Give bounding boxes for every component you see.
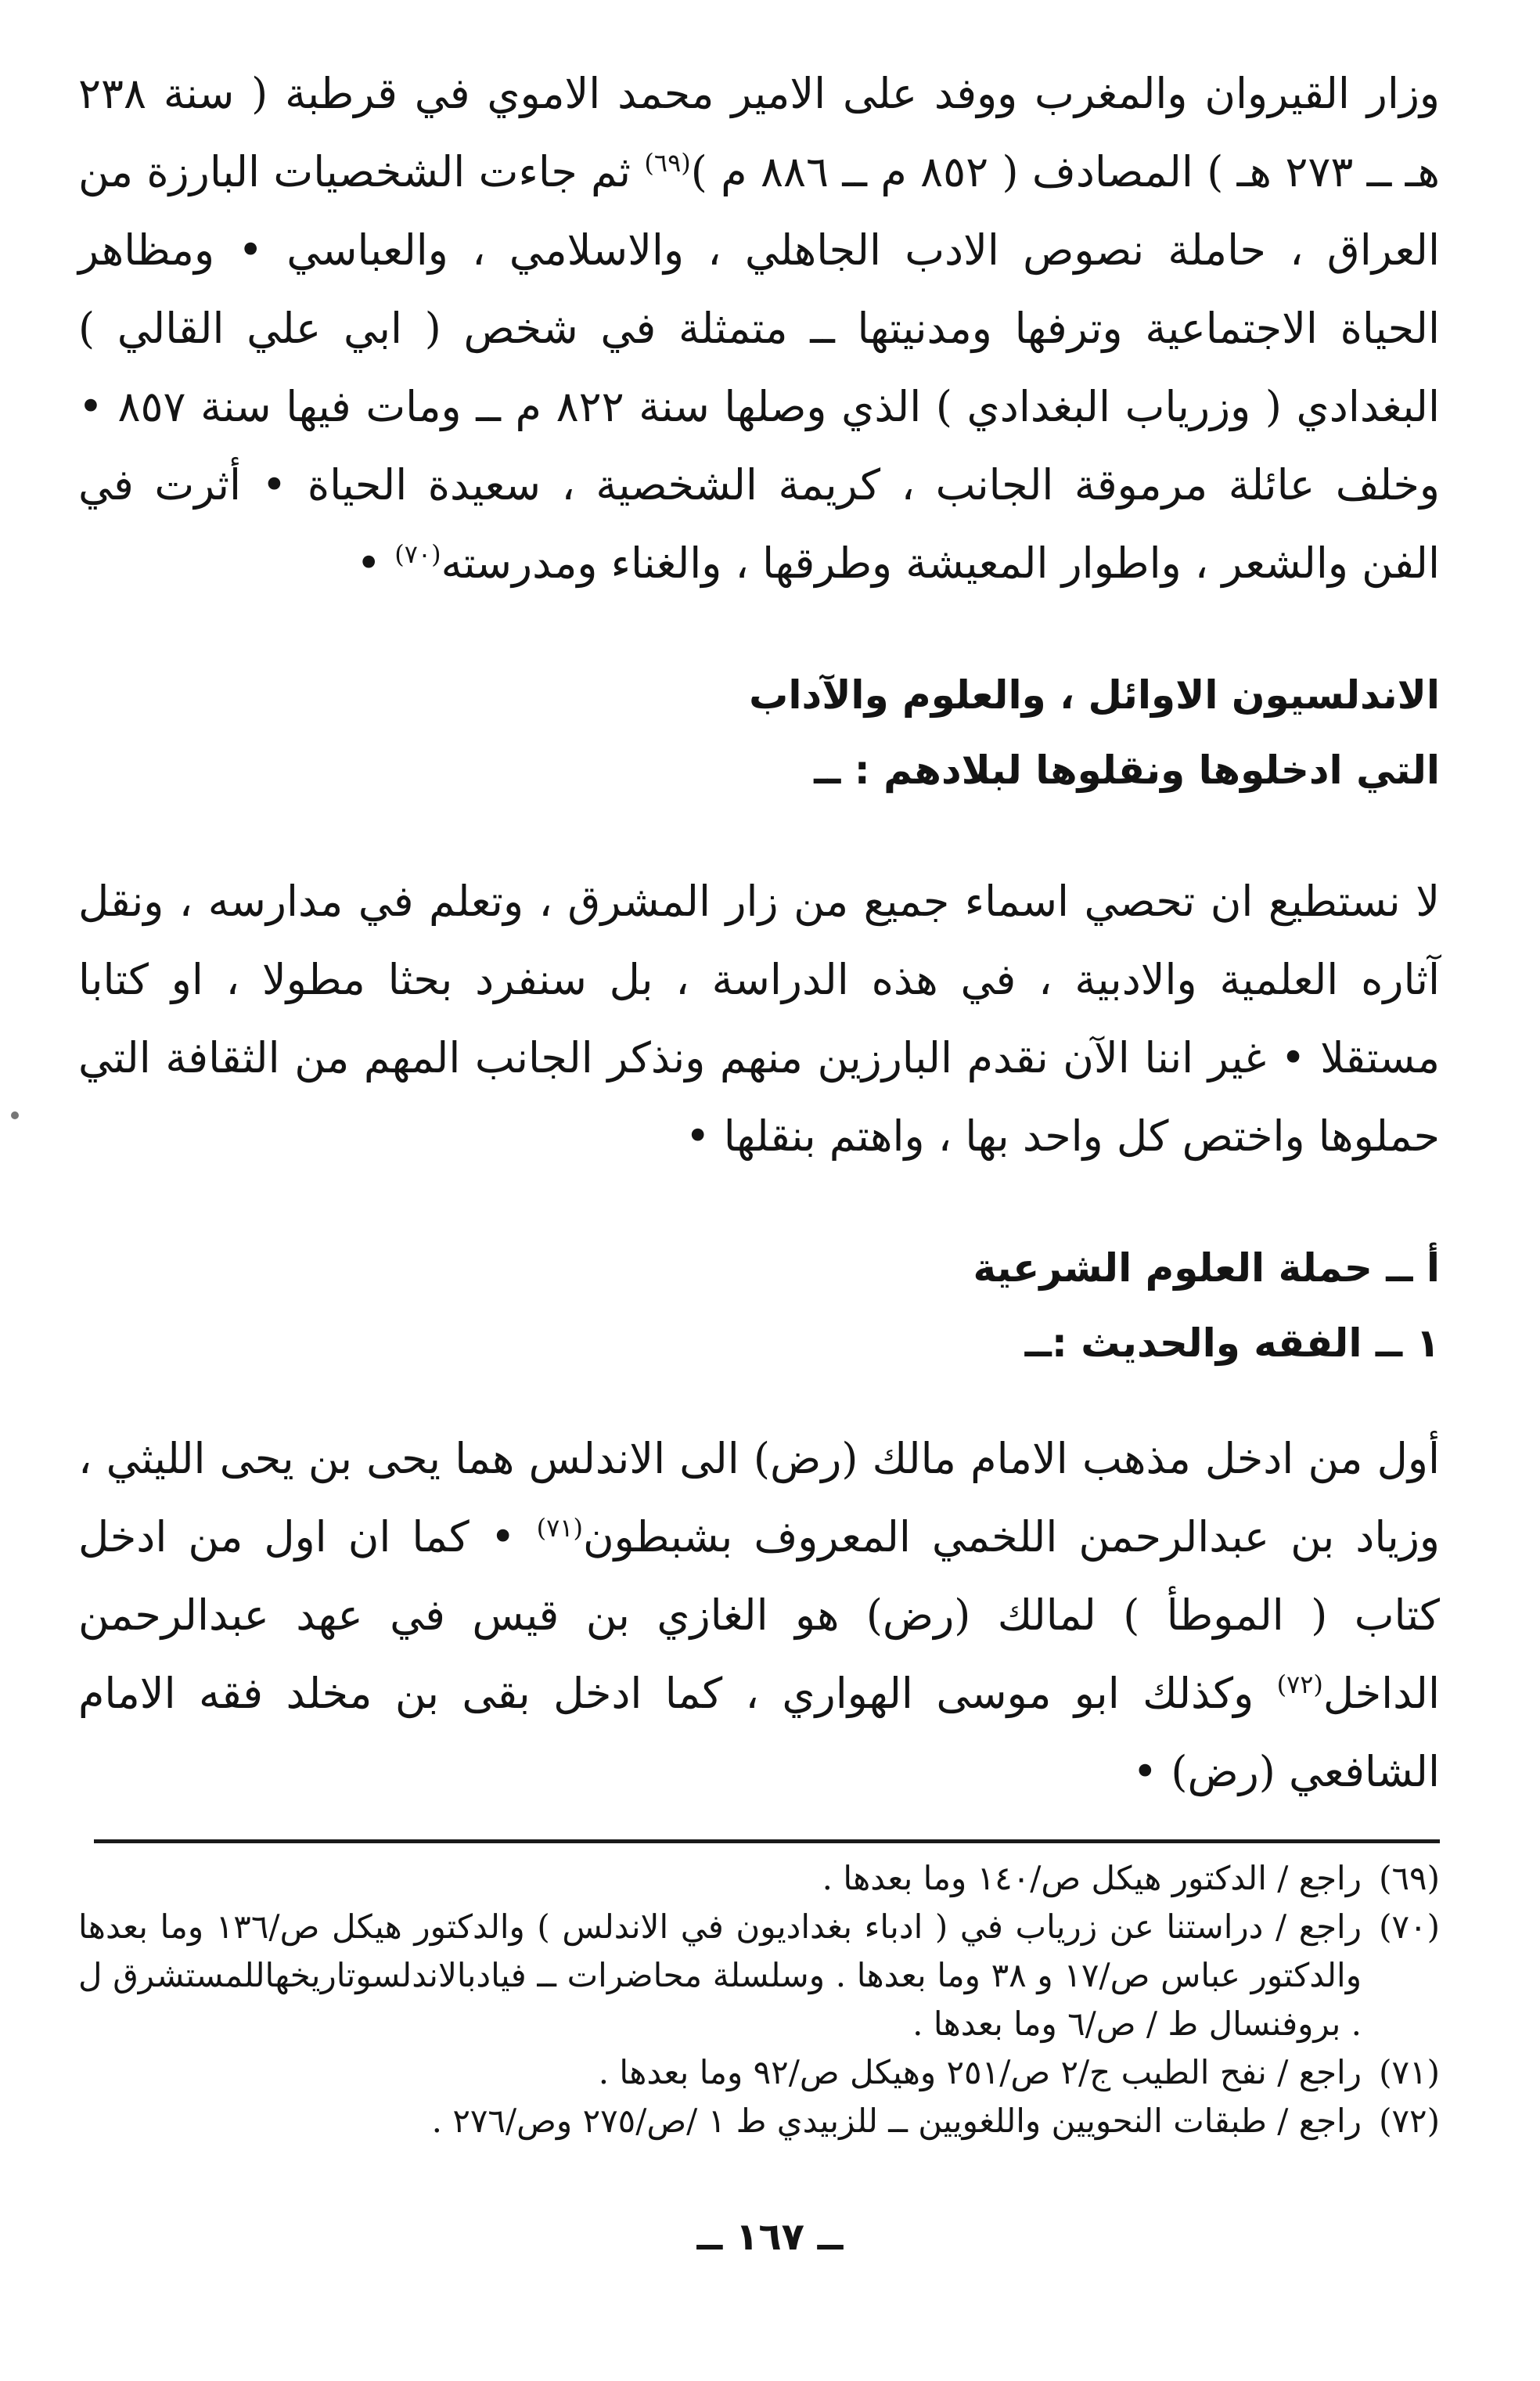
footnotes-list — [78, 1854, 1440, 2145]
book-page — [78, 55, 1440, 2325]
paragraph-fiqh — [78, 1420, 1440, 1811]
subsection-heading-fiqh: ١ ــ الفقه والحديث :ــ — [1024, 1320, 1440, 1366]
paragraph-text: • كما ان اول من ادخل كتاب ( الموطأ ) لمالك (رض) هو الغازي بن قيس في عهد عبدالرحمن الداخل — [78, 1512, 1440, 1718]
section-heading-sub: التي ادخلوها ونقلوها لبلادهم : ــ — [814, 747, 1440, 793]
footnote-number: (٧١) — [1379, 2053, 1440, 2091]
footnote-number: (٧٠) — [1379, 1907, 1440, 1946]
footnote-text: راجع / طبقات النحويين واللغويين ــ للزبيدي ط ١ /ص/٢٧٥ وص/٢٧٦ . — [431, 2102, 1362, 2140]
footnote-text: راجع / الدكتور هيكل ص/١٤٠ وما بعدها . — [822, 1859, 1362, 1897]
footnote-ref-69[interactable]: (٦٩) — [644, 148, 691, 178]
paragraph-intro — [78, 55, 1440, 603]
paragraph-text: وزار القيروان والمغرب ووفد على الامير محمد الاموي في قرطبة ( سنة ٢٣٨ هـ ــ ٢٧٣ هـ ) المصادف ( ٨٥٢ م ــ ٨٨٦ م ) — [78, 69, 1440, 196]
footnote-ref-70[interactable]: (٧٠) — [394, 539, 441, 569]
paragraph-text: وكذلك ابو موسى الهواري ، كما ادخل بقى بن مخلد فقه الامام الشافعي (رض) • — [78, 1669, 1440, 1796]
section-heading-sharia: أ ــ حملة العلوم الشرعية — [973, 1245, 1440, 1291]
footnote-72 — [78, 2097, 1440, 2145]
scan-dot — [11, 1111, 19, 1119]
page-number: ــ ١٦٧ ــ — [696, 2215, 844, 2259]
section-heading-main: الاندلسيون الاوائل ، والعلوم والآداب — [749, 672, 1440, 718]
footnote-separator — [94, 1839, 1440, 1843]
paragraph-text: ثم جاءت الشخصيات البارزة من العراق ، حاملة نصوص الادب الجاهلي ، والاسلامي ، والعباسي • ومظاهر الحياة الاجتماعية وترفها ومدنيتها ــ متمثلة في شخص ( ابي علي القالي ) البغدادي ( وزرياب البغدادي ) الذي وصلها سنة ٨٢٢ م ــ ومات فيها سنة ٨٥٧ • وخلف عائلة مرموقة الجانب ، كريمة الشخصية ، سعيدة الحياة • أثرت في الفن والشعر ، واطوار المعيشة وطرقها ، والغناء ومدرسته — [78, 147, 1440, 588]
footnote-text: راجع / نفح الطيب ج/٢ ص/٢٥١ وهيكل ص/٩٢ وما بعدها . — [598, 2053, 1362, 2091]
footnote-ref-72[interactable]: (٧٢) — [1276, 1670, 1323, 1699]
footnote-ref-71[interactable]: (٧١) — [536, 1513, 583, 1543]
paragraph-andalusians: لا نستطيع ان تحصي اسماء جميع من زار المشرق ، وتعلم في مدارسه ، ونقل آثاره العلمية والادبية ، في هذه الدراسة ، بل سنفرد بحثا مطولا ، او كتابا مستقلا • غير اننا الآن نقدم البارزين منهم ونذكر الجانب المهم من الثقافة التي حملوها واختص كل واحد بها ، واهتم بنقلها • — [78, 877, 1440, 1161]
footnote-70 — [78, 1903, 1440, 2048]
footnote-text: راجع / دراستنا عن زرياب في ( ادباء بغداديون في الاندلس ) والدكتور هيكل ص/١٣٦ وما بعدها والدكتور عباس ص/١٧ و ٣٨ وما بعدها . وسلسلة محاضرات ــ فيادبالاندلسوتاريخهاللمستشرق ل . بروفنسال ط / ص/٦ وما بعدها . — [78, 1907, 1362, 2043]
paragraph-text: • — [356, 539, 395, 588]
footnote-number: (٧٢) — [1379, 2102, 1440, 2140]
paragraph-text: أول من ادخل مذهب الامام مالك (رض) الى الاندلس هما يحى بن يحى الليثي ، وزياد بن عبدالرحمن اللخمي المعروف بشبطون — [78, 1434, 1440, 1562]
footnote-71 — [78, 2048, 1440, 2097]
footnote-number: (٦٩) — [1379, 1859, 1440, 1897]
footnote-69 — [78, 1854, 1440, 1903]
